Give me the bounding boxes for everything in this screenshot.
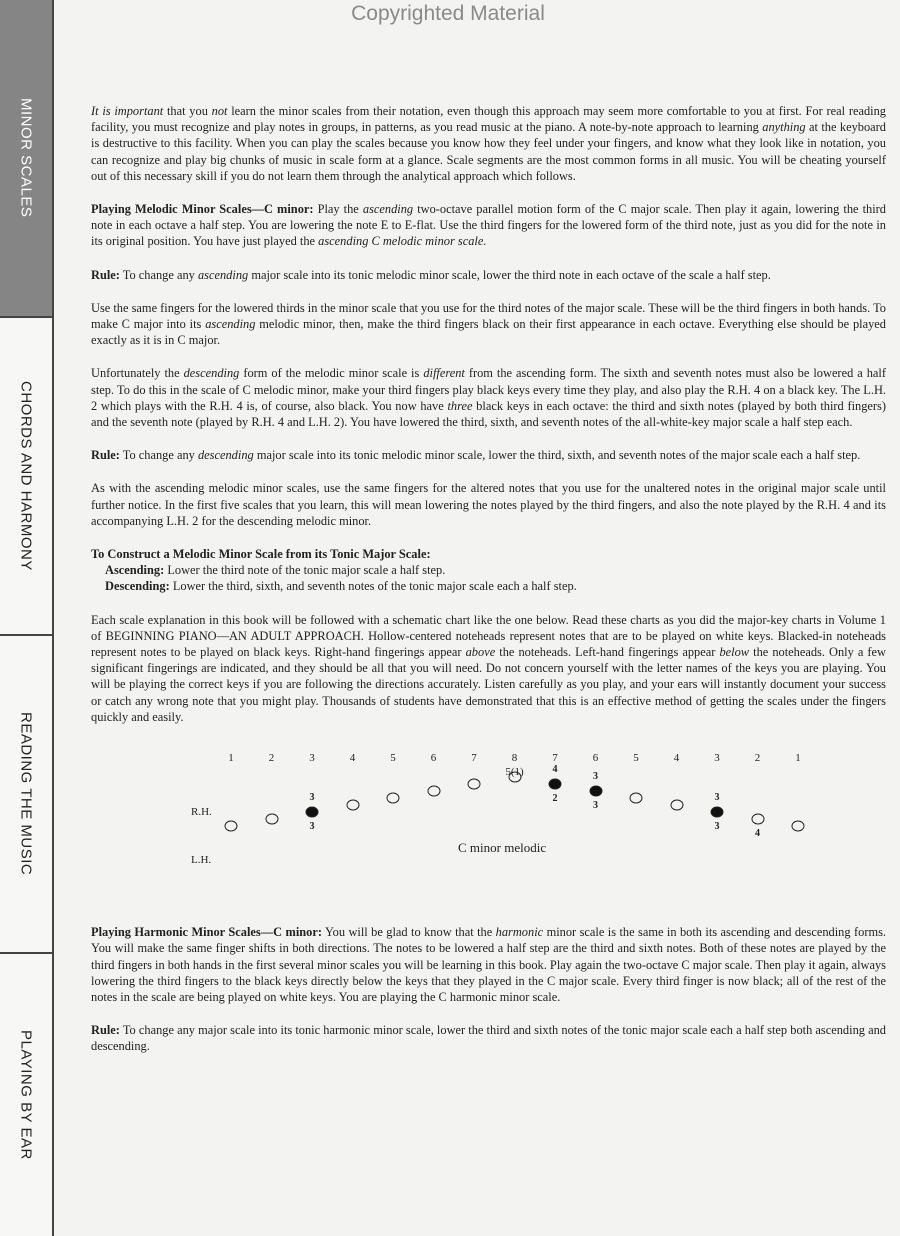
tab-minor-scales[interactable]: MINOR SCALES [0, 0, 52, 318]
white-key-notehead [225, 821, 238, 832]
white-key-notehead [468, 779, 481, 790]
white-key-notehead [346, 800, 359, 811]
finger-count-6: 6 [430, 752, 437, 765]
lh-fingering: 4 [755, 828, 760, 840]
finger-count-2: 2 [268, 752, 275, 765]
white-key-notehead [751, 814, 764, 825]
lh-fingering: 3 [309, 821, 315, 833]
tab-reading-the-music[interactable]: READING THE MUSIC [0, 636, 52, 954]
alt-finger-label: 5(1) [505, 766, 524, 779]
finger-count-7: 7 [471, 752, 477, 765]
section-tabs [0, 0, 54, 1236]
construct-ascending: Ascending: Lower the third note of the tonic major scale a half step. [105, 563, 446, 578]
white-key-notehead [670, 800, 683, 811]
finger-count-5: 5 [390, 752, 396, 765]
lh-fingering: 2 [552, 793, 558, 805]
rh-fingering: 3 [593, 771, 598, 783]
paragraph-descending: Unfortunately the descending form of the melodic minor scale is different from the ascending form. The sixth and seventh notes must also be lowered a half step. To do this in the scale of C melodic minor, make your third fingers play black keys every time they play, and also play the R.H. 4 on a black key. The L.H. 2 which plays with the R.H. 4 is, of course, also black. You now have three black keys in each octave: the third and sixth notes (played by both third fingers) and the seventh note (played by R.H. 4 and L.H. 2). You have lowered the third, sixth, and seventh notes of the all-white-key major scale a half step each. [91, 366, 886, 430]
white-key-notehead [427, 786, 440, 797]
paragraph-altered-notes: As with the ascending melodic minor scales, use the same fingers for the altered notes that you use for the unaltered notes in the original major scale until further notice. In the first five scales that you learn, this will mean lowering the notes played by the third fingers, and also the note played by the R.H. 4 and its accompanying L.H. 2 for the descending melodic minor. [91, 481, 886, 528]
white-key-notehead [508, 772, 521, 783]
rh-fingering: 3 [309, 792, 315, 804]
black-key-notehead [306, 807, 319, 818]
paragraph-fingers: Use the same fingers for the lowered thirds in the minor scale that you use for the third notes of the major scale. These will be the third fingers in both hands. To make C major into its ascending melodic minor, then, make the third fingers black on their first appearance in each octave. Everything else should be played exactly as it is in C major. [91, 300, 886, 348]
page-body [91, 103, 886, 1072]
white-key-notehead [630, 793, 643, 804]
construct-box [91, 546, 886, 595]
paragraph-chart-explanation: Each scale explanation in this book will be followed with a schematic chart like the one below. Read these charts as you did the major-key charts in Volume 1 of BEGINNING PIANO—AN ADULT APPROACH. Hollow-centered noteheads represent notes that are to be played on white keys. Blacked-in noteheads represent notes to be played on black keys. Right-hand fingerings appear above the noteheads. Left-hand fingerings appear below the noteheads. Only a few significant fingerings are indicated, and they should be all that you will need. Do not concern yourself with the letter names of the keys you are playing. You will be playing the correct keys if you are following the directions accurately. Listen carefully as you play, and your ears will instantly document your success or catch any wrong note that you might play. Thousands of students have demonstrated that this is an effective method of getting the scales under the fingers quickly and easily. [91, 612, 886, 724]
lh-label: L.H. [191, 854, 212, 867]
rh-label: R.H. [191, 806, 212, 819]
paragraph-melodic-minor: Playing Melodic Minor Scales—C minor: Play the ascending two-octave parallel motion form of the C major scale. Then play it again, lowering the third note in each octave a half step. You are lowering the note E to E-flat. Use the third fingers for the lowered form of the third note, just as you did for the note in its original position. You have just played the ascending C melodic minor scale. [91, 202, 886, 249]
black-key-notehead [711, 807, 724, 818]
finger-count-13: 3 [714, 752, 720, 765]
construct-title: To Construct a Melodic Minor Scale from its Tonic Major Scale: [91, 547, 431, 562]
finger-count-15: 1 [795, 752, 801, 765]
black-key-notehead [589, 786, 602, 797]
rh-fingering: 3 [714, 792, 720, 804]
finger-count-11: 5 [633, 752, 639, 765]
finger-count-8: 8 [511, 752, 518, 765]
finger-count-9: 7 [552, 752, 558, 765]
tab-chords-and-harmony[interactable]: CHORDS AND HARMONY [0, 318, 52, 636]
paragraph-intro: It is important that you not learn the minor scales from their notation, even though this approach may seem more comfortable to you at first. For real reading facility, you must recognize and play notes in groups, in patterns, as you read music at the piano. A note-by-note approach to learning anything at the keyboard is destructive to this facility. When you can play the scales because you know how they feel under your fingers, and know what they look like in notation, you can recognize and play big chunks of music in scale form at a glance. Scale segments are the most common forms in all music. You will be cheating yourself out of this necessary skill if you do not learn them through the analytical approach which follows. [91, 104, 887, 183]
paragraph-rule-descending: Rule: To change any descending major scale into its tonic melodic minor scale, lower the third, sixth, and seventh notes of the major scale each a half step. [91, 448, 861, 463]
rh-fingering: 4 [552, 764, 558, 776]
finger-count-4: 4 [349, 752, 356, 765]
white-key-notehead [387, 793, 400, 804]
tab-playing-by-ear[interactable]: PLAYING BY EAR [17, 1030, 35, 1160]
finger-count-12: 4 [673, 752, 680, 765]
paragraph-rule-harmonic: Rule: To change any major scale into its tonic harmonic minor scale, lower the third and sixth notes of the tonic major scale each a half step both ascending and descending. [91, 1023, 886, 1054]
scale-chart [91, 722, 886, 868]
lh-fingering: 3 [714, 821, 720, 833]
lh-fingering: 3 [593, 800, 598, 812]
paragraph-rule-ascending: Rule: To change any ascending major scale into its tonic melodic minor scale, lower the third note in each octave of the scale a half step. [91, 267, 771, 282]
finger-count-10: 6 [592, 752, 599, 765]
white-key-notehead [792, 821, 805, 832]
finger-count-3: 3 [309, 752, 315, 765]
finger-count-1: 1 [228, 752, 234, 765]
chart-title: C minor melodic [458, 840, 547, 856]
paragraph-harmonic-minor: Playing Harmonic Minor Scales—C minor: You will be glad to know that the harmonic minor scale is the same in both its ascending and descending forms. You will make the same finger shifts in both directions. The notes to be lowered a half step are the third and sixth notes. Both of these notes are played by the third fingers in both hands in the first several minor scales you will be learning in this book. Play again the two-octave C major scale. Then play it again, always lowering the third fingers to the black keys directly below the keys that they played in the C major scale. Every third finger is now black; all of the rest of the notes in the scale are being played on white keys. You are playing the C harmonic minor scale. [91, 925, 887, 1004]
copyright-header: Copyrighted Material [351, 2, 545, 25]
construct-descending: Descending: Lower the third, sixth, and seventh notes of the tonic major scale each a half step. [105, 579, 577, 594]
finger-count-14: 2 [754, 752, 761, 765]
black-key-notehead [549, 779, 562, 790]
white-key-notehead [265, 814, 278, 825]
